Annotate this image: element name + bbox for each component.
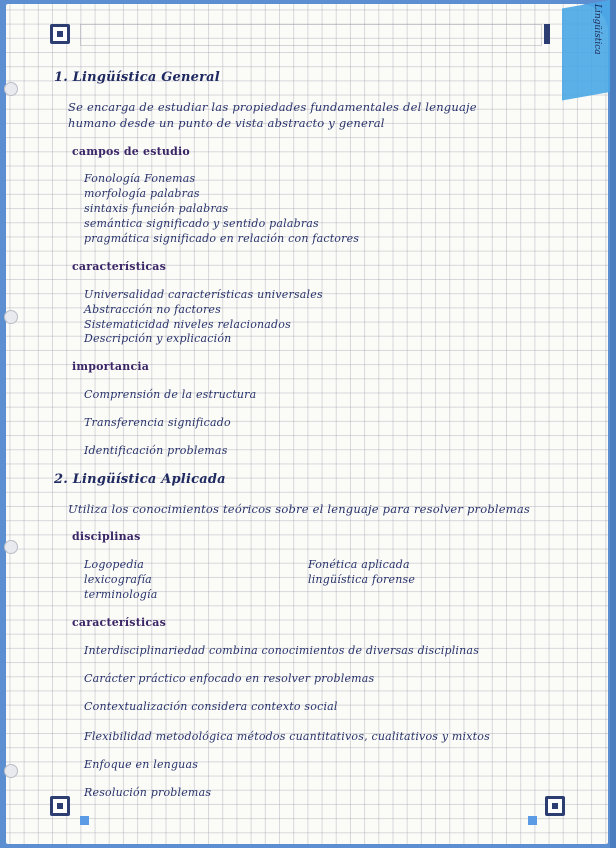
list-item: Transferencia significado: [84, 416, 231, 429]
list-item: Fonología Fonemas: [84, 172, 196, 185]
definition-line: humano desde un punto de vista abstracto y general: [68, 116, 385, 130]
list-item: lexicografía: [84, 573, 152, 586]
list-item: Logopedia: [84, 558, 145, 571]
list-item: Sistematicidad niveles relacionados: [84, 318, 291, 331]
list-item: lingüística forense: [308, 573, 416, 586]
binder-hole: [4, 540, 18, 554]
list-item: Contextualización considera contexto social: [84, 700, 338, 713]
section-title: 1. Lingüística General: [54, 70, 220, 85]
list-item: Descripción y explicación: [84, 332, 232, 345]
list-item: sintaxis función palabras: [84, 202, 229, 215]
header-band: [80, 24, 542, 46]
page-edge: [610, 0, 616, 848]
corner-mark-bottom-right: [545, 796, 565, 816]
subsection-heading: características: [72, 616, 166, 629]
list-item: Universalidad características universales: [84, 288, 323, 301]
list-item: Flexibilidad metodológica métodos cuantitativos, cualitativos y mixtos: [84, 730, 490, 743]
list-item: Enfoque en lenguas: [84, 758, 199, 771]
marker-square: [80, 816, 89, 825]
list-item: Resolución problemas: [84, 786, 212, 799]
list-item: morfología palabras: [84, 187, 200, 200]
list-item: terminología: [84, 588, 158, 601]
subsection-heading: características: [72, 260, 166, 273]
index-tab-label: Lingüística: [592, 4, 602, 55]
list-item: pragmática significado en relación con factores: [84, 232, 360, 245]
subsection-heading: disciplinas: [72, 530, 141, 543]
corner-mark-bottom-left: [50, 796, 70, 816]
marker-square: [528, 816, 537, 825]
subsection-heading: campos de estudio: [72, 145, 190, 158]
list-item: Interdisciplinariedad combina conocimientos de diversas disciplinas: [84, 644, 480, 657]
binder-hole: [4, 310, 18, 324]
section-title: 2. Lingüística Aplicada: [54, 472, 226, 487]
list-item: Fonética aplicada: [308, 558, 410, 571]
corner-mark-top-right: [544, 24, 550, 44]
list-item: semántica significado y sentido palabras: [84, 217, 319, 230]
subsection-heading: importancia: [72, 360, 150, 373]
list-item: Abstracción no factores: [84, 303, 221, 316]
list-item: Comprensión de la estructura: [84, 388, 257, 401]
definition-line: Se encarga de estudiar las propiedades fundamentales del lenguaje: [68, 100, 477, 114]
corner-mark-top-left: [50, 24, 70, 44]
definition-line: Utiliza los conocimientos teóricos sobre el lenguaje para resolver problemas: [68, 502, 531, 516]
binder-hole: [4, 764, 18, 778]
list-item: Carácter práctico enfocado en resolver problemas: [84, 672, 375, 685]
list-item: Identificación problemas: [84, 444, 228, 457]
binder-hole: [4, 82, 18, 96]
